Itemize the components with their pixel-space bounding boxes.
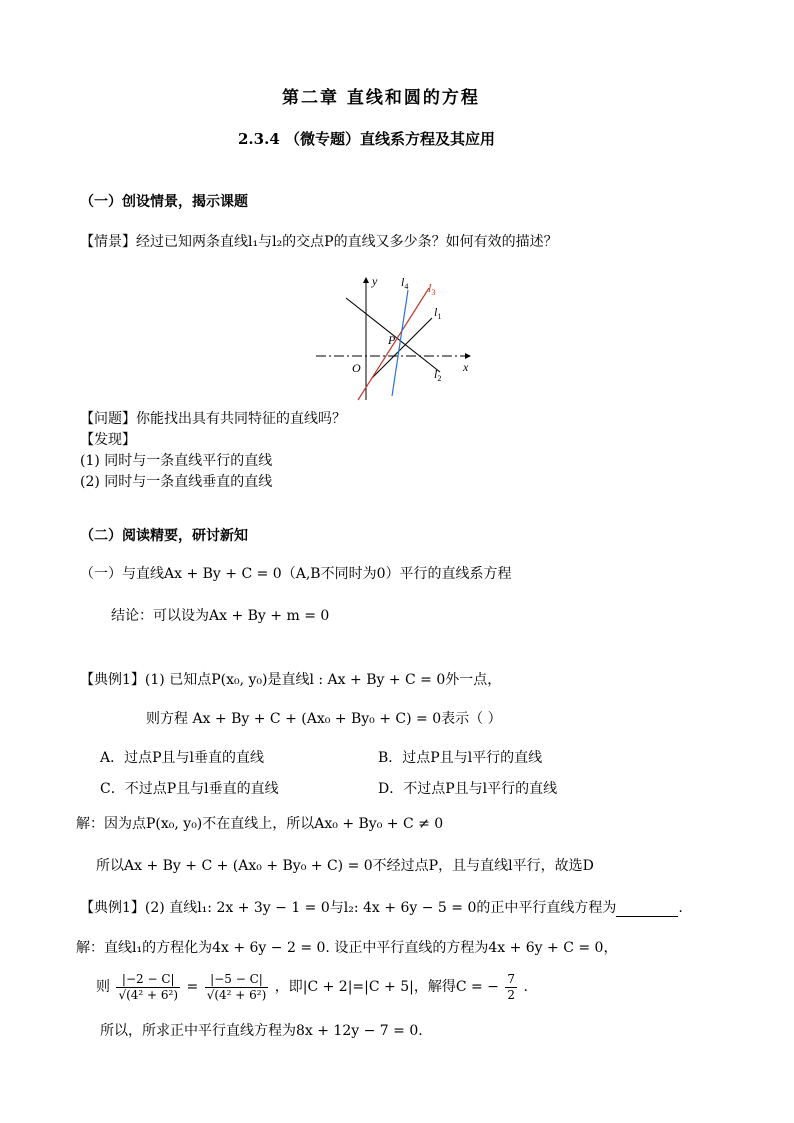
axis-label-x: x [463, 360, 469, 374]
example2-solution-1: 解：直线l₁的方程化为4x + 6y − 2 = 0. 设正中平行直线的方程为4x + 6y + C = 0， [76, 940, 618, 956]
option-c: C．不过点P且与l垂直的直线 [100, 781, 279, 797]
sol2-prefix: 则 [96, 979, 110, 995]
example2-solution-3: 所以，所求正中平行直线方程为8x + 12y − 7 = 0. [100, 1023, 423, 1039]
example2-statement-end: . [678, 900, 683, 916]
discover-label: 【发现】 [80, 432, 136, 448]
example1-solution-2: 所以Ax + By + C + (Ax₀ + By₀ + C) = 0不经过点P，且与直线l平行，故选D [96, 858, 594, 874]
sol2-middle: ，即|C + 2|=|C + 5|，解得C = − [274, 979, 499, 995]
equals-sign: = [186, 979, 199, 995]
conclusion-text: 结论：可以设为Ax + By + m = 0 [111, 608, 330, 624]
example2-solution-2 [96, 970, 528, 1004]
fraction-2-numerator: |−5 − C| [205, 972, 269, 988]
section-heading-2: （二）阅读精要，研讨新知 [80, 528, 248, 544]
intersecting-lines-figure [312, 268, 480, 404]
chapter-title: 第二章 直线和圆的方程 [282, 88, 480, 108]
label-l1: $l_1$ [434, 305, 442, 321]
result-denominator: 2 [507, 987, 515, 1002]
point-p-label: P [388, 333, 396, 347]
example2-statement-text: 【典例1】(2) 直线l₁: 2x + 3y − 1 = 0与l₂: 4x + 6y − 5 = 0的正中平行直线方程为 [80, 900, 617, 916]
axis-label-y: y [372, 274, 378, 288]
discover-item-1: (1) 同时与一条直线平行的直线 [80, 453, 273, 469]
scenario-text: 【情景】经过已知两条直线l₁与l₂的交点P的直线又多少条？如何有效的描述？ [80, 234, 558, 250]
discover-item-2: (2) 同时与一条直线垂直的直线 [80, 474, 273, 490]
sol2-end: . [523, 979, 528, 995]
distance-fraction-1 [116, 972, 180, 1003]
parallel-family-heading: （一）与直线Ax + By + C = 0（A,B不同时为0）平行的直线系方程 [80, 566, 512, 582]
fraction-1-numerator: |−2 − C| [116, 972, 180, 988]
option-a: A．过点P且与l垂直的直线 [100, 750, 265, 766]
distance-fraction-2 [205, 972, 269, 1003]
result-numerator: 7 [507, 971, 515, 986]
fraction-2-denominator: √(4² + 6²) [206, 987, 267, 1002]
fraction-1-denominator: √(4² + 6²) [118, 987, 179, 1002]
question-text: 【问题】你能找出具有共同特征的直线吗？ [80, 411, 346, 427]
example1-statement: 【典例1】(1) 已知点P(x₀, y₀)是直线l : Ax + By + C = 0外一点， [80, 672, 502, 688]
answer-blank [616, 902, 678, 917]
option-b: B．过点P且与l平行的直线 [378, 750, 543, 766]
label-l3: $l_3$ [428, 281, 436, 297]
origin-label: O [352, 361, 361, 375]
example2-statement [80, 899, 683, 917]
result-fraction [505, 972, 517, 1003]
example1-solution-1: 解：因为点P(x₀, y₀)不在直线上，所以Ax₀ + By₀ + C ≠ 0 [76, 816, 444, 832]
label-l2: $l_2$ [434, 367, 442, 383]
section-heading-1: （一）创设情景，揭示课题 [80, 194, 248, 210]
label-l4: $l_4$ [401, 275, 409, 291]
lesson-subtitle: 2.3.4 （微专题）直线系方程及其应用 [238, 130, 495, 148]
option-d: D．不过点P且与l平行的直线 [378, 781, 558, 797]
example1-equation: 则方程 Ax + By + C + (Ax₀ + By₀ + C) = 0表示（ ） [146, 711, 502, 727]
